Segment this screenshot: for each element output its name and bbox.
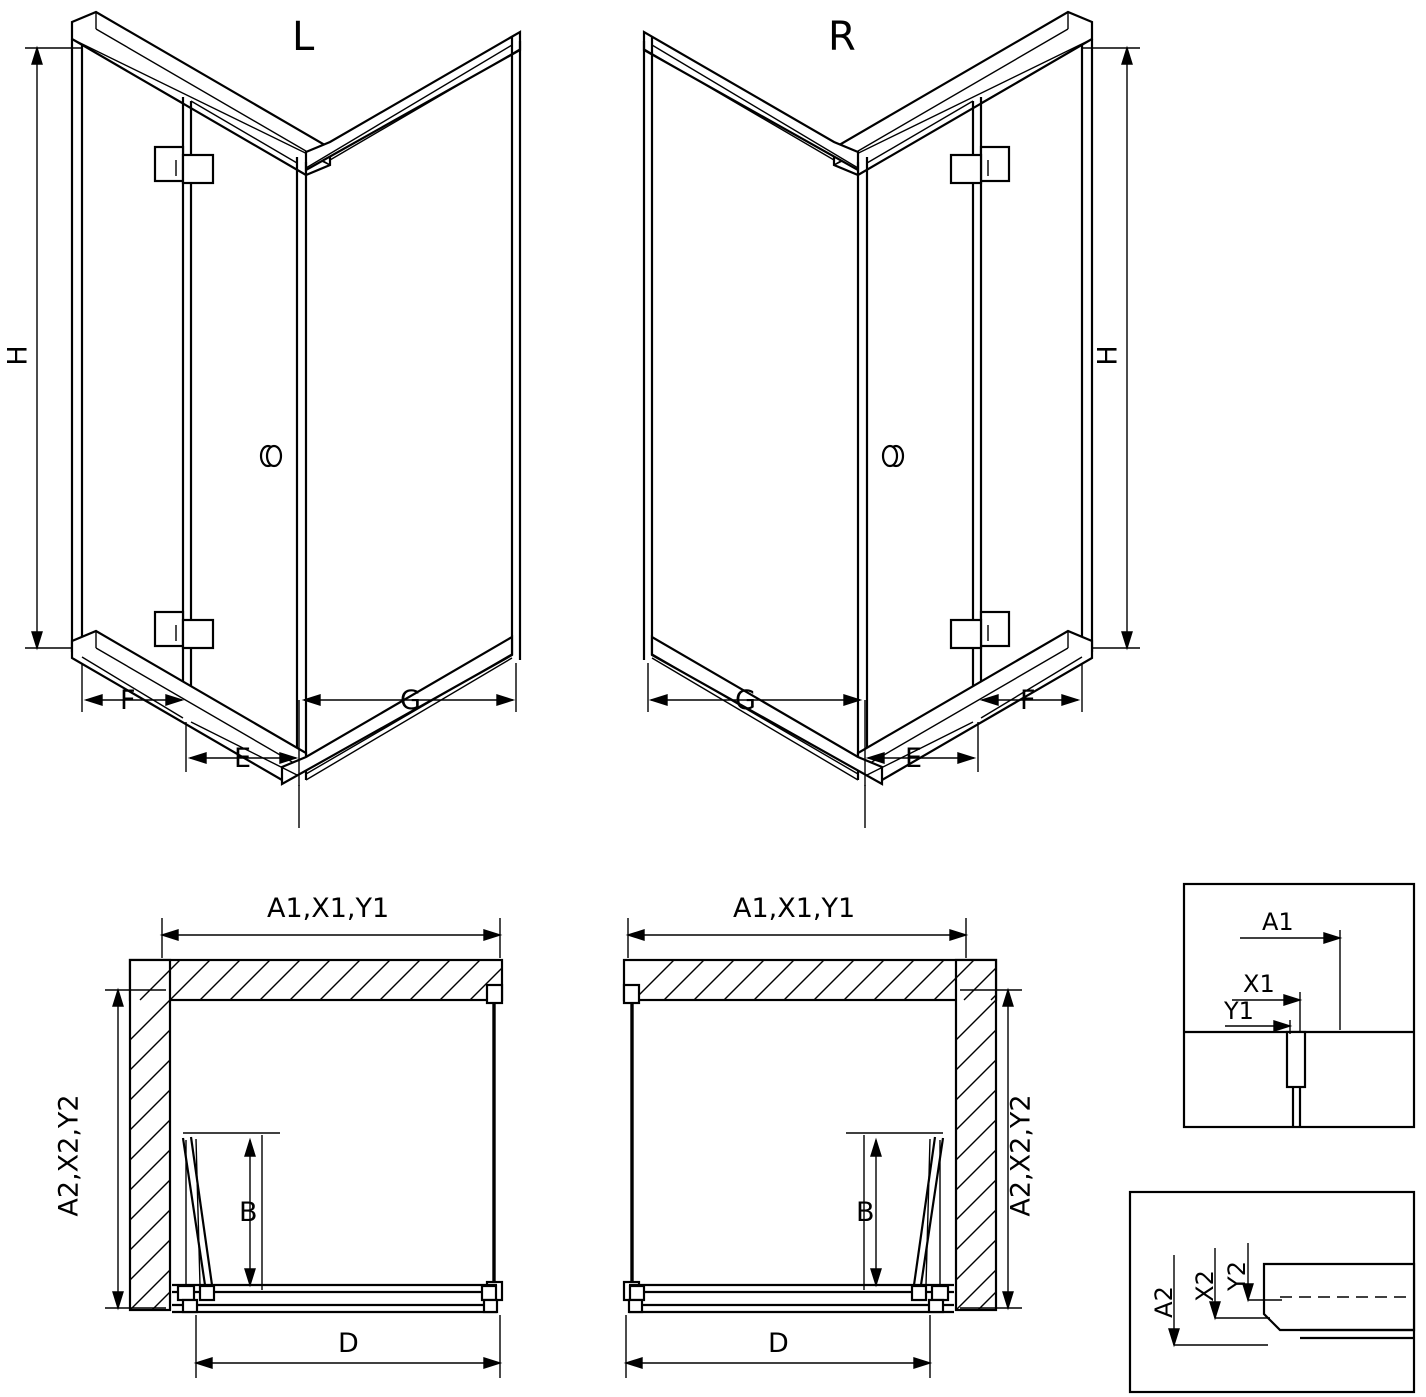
detail-top-view xyxy=(1184,884,1414,1127)
plan-left-view xyxy=(105,918,502,1378)
plan-right-top-dim-label: A1,X1,Y1 xyxy=(733,893,856,924)
plan-left-side-dim-label: A2,X2,Y2 xyxy=(53,1094,85,1217)
iso-right-door-label: E xyxy=(905,743,923,774)
detail-top-dim-x1-label: X1 xyxy=(1243,970,1275,998)
iso-left-front-panel-label: F xyxy=(120,685,136,716)
iso-right-front-panel-label: F xyxy=(1020,685,1036,716)
detail-bottom-dim-y2-label: Y2 xyxy=(1222,1261,1251,1291)
iso-left-view xyxy=(25,12,520,828)
detail-bottom-dim-x2-label: X2 xyxy=(1190,1270,1219,1302)
plan-right-view xyxy=(624,918,1022,1378)
view-title-left: L xyxy=(292,14,315,60)
plan-right-side-dim-label: A2,X2,Y2 xyxy=(1005,1094,1037,1217)
plan-left-bottom-dim-label: D xyxy=(338,1328,359,1359)
iso-left-door-label: E xyxy=(234,743,252,774)
plan-left-top-dim-label: A1,X1,Y1 xyxy=(267,893,390,924)
iso-right-height-label: H xyxy=(1092,345,1124,366)
iso-right-side-panel-label: G xyxy=(735,685,756,716)
view-title-right: R xyxy=(828,14,856,60)
detail-top-dim-y1-label: Y1 xyxy=(1224,997,1254,1025)
iso-right-view xyxy=(644,12,1140,828)
plan-right-bottom-dim-label: D xyxy=(768,1328,789,1359)
iso-left-height-label: H xyxy=(2,345,34,366)
detail-bottom-dim-a2-label: A2 xyxy=(1149,1286,1178,1318)
plan-right-swing-dim-label: B xyxy=(856,1197,875,1228)
plan-left-swing-dim-label: B xyxy=(239,1197,258,1228)
detail-top-dim-a1-label: A1 xyxy=(1262,908,1294,936)
iso-left-side-panel-label: G xyxy=(400,685,421,716)
